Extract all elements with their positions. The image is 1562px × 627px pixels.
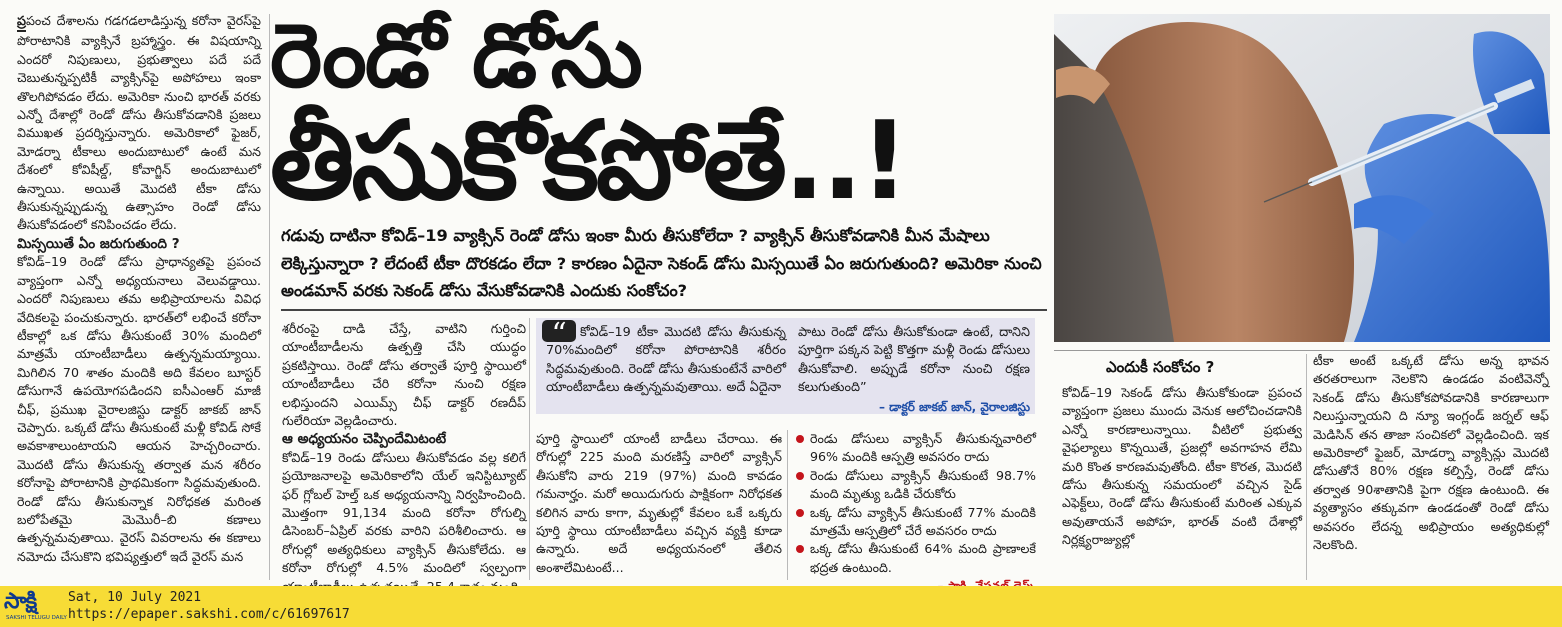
intro-deck: గడువు దాటినా కోవిడ్‌–19 వ్యాక్సిన్‌ రెండో డోసు ఇంకా మీరు తీసుకోలేదా ? వ్యాక్సిన్‌ తీసుకోవడానికి మీన మేషాలు లెక్కిస్తున్నారా ? లేదంటే టీకా దొరకడం లేదా ? కారణం ఏదైనా సెకండ్‌ డోసు మిస్సయితే ఏం జరుగుతుంది? అమెరికా నుంచి అండమాన్‌ వరకు సెకండ్‌ డోసు వేసుకోవడానికి ఎందుకు సంకోచం?: [281, 226, 1042, 300]
headline-line-2: తీసుకోకపోతే..!: [270, 99, 907, 224]
logo-tagline: SAKSHI TELUGU DAILY: [6, 615, 67, 621]
box-rule: [1054, 350, 1550, 351]
logo-wordmark: సాక్షి: [4, 589, 37, 614]
middle-paragraph-1: శరీరంపై దాడి చేస్తే, వాటిని గుర్తించి యాంటీబాడీలను ఉత్పత్తి చేసి యుద్ధం ప్రకటిస్తాయి. రెండో డోసు తర్వాతే పూర్తి స్థాయిలో యాంటీబాడీలు చేరి కరోనా నుంచి రక్షణ లభిస్తుందని ఎయిమ్స్‌ చీఫ్‌ డాక్టర్‌ రణదీప్‌ గులేరియా వెల్లడించారు.: [282, 321, 526, 429]
quote-attribution: – డాక్టర్‌ జాకబ్‌ జాన్‌, వైరాలజిస్టు: [878, 399, 1030, 414]
intro-rule: [281, 309, 1047, 311]
left-article-column: [17, 12, 261, 566]
bullet-dot-icon: [796, 435, 804, 443]
column-divider: [787, 430, 788, 580]
middle-paragraph-2: కోవిడ్‌–19 రెండు డోసులు తీసుకోవడం వల్ల కలిగే ప్రయోజనాలపై అమెరికాలోని యేల్‌ ఇనిస్టిట్యూట్‌ ఫర్‌ గ్లోబల్‌ హెల్త్‌ ఒక అధ్యయనాన్ని నిర్వహించింది. మొత్తంగా 91,134 మంది కరోనా రోగుల్ని డిసెంబర్‌–ఏప్రిల్‌ వరకు వారిని పరిశీలించారు. ఆ రోగుల్లో అత్యధికులు వ్యాక్సిన్‌ తీసుకోలేదు. ఆ కరోనా రోగుల్లో 4.5% మందిలో స్వల్పంగా: [282, 449, 526, 576]
bullet-dot-icon: [796, 472, 804, 480]
list-item: ఒక్క డోసు తీసుకుంటే 64% మంది ప్రాణాలకే భద్రత ఉంటుంది.: [794, 540, 1036, 577]
sakshi-logo[interactable]: [4, 589, 67, 623]
study-results-column: పూర్తి స్థాయిలో యాంటీ బాడీలు చేరాయి. ఈ రోగుల్లో 225 మంది మరణిస్తే వారిలో వ్యాక్సిన్‌ తీసుకోని వారు 219 (97%) మంది కావడం గమనార్హం. మరో అయిదుగురు పాక్షికంగా నిరోధకత కలిగిన వారు కాగా, మృతుల్లో కేవలం ఒకే ఒక్కరు పూర్తి స్థాయి యాంటీబాడీలు వచ్చిన వ్యక్తి కూడా ఉన్నారు. అదే అధ్యయనంలో తేలిన అంశాలేమిటంటే...: [536, 431, 782, 575]
middle-subheading: ఆ అధ్యయనం చెప్పిందేమిటంటే: [282, 431, 447, 448]
headline: [270, 4, 1045, 224]
pull-quote: [536, 318, 1035, 414]
box-left-column: కోవిడ్‌–19 సెకండ్‌ డోసు తీసుకోకుండా ప్రపంచ వ్యాప్తంగా ప్రజలు ముందు వెనుక ఆలోచించడానికి ఎన్నో కారణాలున్నాయి. వీటిలో ప్రభుత్వ వైఫల్యాలు కొన్నయితే, ప్రజల్లో అవగాహన లేమి మరి కొంత కారణమవుతోంది. టీకా కొరత, మొదటి డోసు తీసుకున్న సమయంలో వచ్చిన సైడ్‌ ఎఫెక్ట్‌లు, రెండో డోసు తీసుకుంటే మరింత ఎక్కువ అవుతాయనే అపోహ, భారత్‌ వంటి దేశాల్లో నిర్లక్ష్యరాజ్యుల్లో: [1062, 385, 1302, 548]
list-item: ఒక్క డోసు వ్యాక్సిన్‌ తీసుకుంటే 77% మందికి మాత్రమే ఆస్పత్రిలో చేరే అవసరం రాదు: [794, 504, 1036, 541]
box-heading: ఎందుకీ సంకోచం ?: [1106, 358, 1215, 376]
column-divider: [1306, 354, 1307, 580]
left-subheading: మిస్సయితే ఏం జరుగుతుంది ?: [17, 235, 180, 252]
vaccination-photo-illustration: [1054, 14, 1550, 342]
epaper-footer: [0, 586, 1562, 627]
quote-text-left: కోవిడ్‌–19 టీకా మొదటి డోసు తీసుకున్న 70%మందిలో కరోనా పోరాటానికి శరీరం సిద్ధమవుతుంది. రెండో డోసు తీసుకుంటేనే వారిలో యాంటీబాడీలు ఉత్పన్నమవుతాయి. అదే ఏదైనా: [546, 325, 786, 396]
epaper-url-link[interactable]: https://epaper.sakshi.com/c/61697617: [68, 607, 350, 622]
list-item: రెండు డోసులు వ్యాక్సిన్‌ తీసుకుంటే 98.7% మంది మృత్యు ఒడికి చేరుకోరు: [794, 467, 1036, 504]
middle-article-column: [282, 320, 526, 596]
edition-date: Sat, 10 July 2021: [68, 590, 202, 605]
column-divider: [529, 318, 530, 580]
dropcap: ప్ర: [17, 12, 26, 32]
bullet-dot-icon: [796, 545, 804, 553]
left-paragraph-2: కోవిడ్‌–19 రెండో డోసు ప్రాధాన్యతపై ప్రపంచ వ్యాప్తంగా ఎన్నో అధ్యయనాలు వెలువడ్డాయి. ఎందరో నిపుణులు తమ అభిప్రాయాలను వివిధ వేదికలపై పంచుకున్నారు. భారత్‌లో లభించే కరోనా టీకాల్లో ఒక డోసు తీసుకుంటే 30% మందిలో మాత్రమే యాంటీబాడీలు ఉత్పన్నమయ్యాయి. మిగిలిన 70 శాతం మందికి అది కేవలం బూస్టర్‌ డోసుగానే ఉపయోగపడిందని ఐసీఎంఆర్‌ మాజీ చీఫ్‌, ప్రముఖ వైరాలజిస్టు డాక్టర్‌ జాకబ్‌ జాన్‌ చెప్పారు. ఒక్కటే డోసు తీసుకుంటే మళ్లీ కోవిడ్‌ సోకే అవకాశాలుంటాయని ఆయన హెచ్చరించారు. మొదటి డోసు తీసుకున్న తర్వాత మన శరీరం కరోనాపై పోరాటానికి ప్రాథమికంగా సిద్ధమవుతుంది. రెండో డోసు తీసుకున్నాక నిరోధకత మరింత బలోపేతమై మెమొరీ–బి కణాలు ఉత్పన్నమవుతాయి. వైరస్‌ వివరాలను ఈ కణాలు నమోదు చేసుకొని భవిష్యత్తులో ఇదే వైరస్‌ మన: [17, 254, 261, 564]
findings-list: [794, 430, 1036, 596]
box-right-column: టీకా అంటే ఒక్కటే డోసు అన్న భావన తరతరాలుగా నెలకొని ఉండడం వంటివెన్నో సెకండ్‌ డోసు తీసుకోకపోవడానికి కారణాలుగా నిలుస్తున్నాయని ది న్యూ ఇంగ్లండ్‌ జర్నల్‌ ఆఫ్‌ మెడిసిన్‌ తన తాజా సంచికలో వెల్లడించింది. ఇక అమెరికాలో ఫైజర్‌, మోడర్నా వ్యాక్సిన్లు మొదటి డోసుతోనే 80% రక్షణ కల్పిస్తే, రెండో డోసు తర్వాత 90శాతానికి పైగా రక్షణ ఉంటుంది. ఈ వ్యత్యాసం తక్కువగా ఉండడంతో రెండో డోసు అవసరం లేదన్న అభిప్రాయం అత్యధికుల్లో నెలకొంది.: [1313, 353, 1549, 553]
list-item: రెండు డోసులు వ్యాక్సిన్‌ తీసుకున్నవారిలో 96% మందికి ఆస్పత్రి అవసరం రాదు: [794, 430, 1036, 467]
left-paragraph-1: ప్రపంచ దేశాలను గడగడలాడిస్తున్న కరోనా వైరస్‌పై పోరాటానికి వ్యాక్సినే బ్రహ్మాస్త్రం. ఈ విషయాన్ని ఎందరో నిపుణులు, ప్రభుత్వాలు పదే పదే చెబుతున్నప్పటికీ వ్యాక్సిన్‌పై అపోహలు ఇంకా తొలగిపోవడం లేదు. అమెరికా నుంచి భారత్‌ వరకు ఎన్నో దేశాల్లో రెండో డోసు తీసుకోవడానికి ప్రజలు విముఖత ప్రదర్శిస్తున్నారు. అమెరికాలో ఫైజర్‌, మోడర్నా టీకాలు అందుబాటులో ఉంటే మన దేశంలో కోవిషీల్డ్‌, కోవాగ్జిన్‌ అందుబాటులో ఉన్నాయి. అయితే మొదటి టీకా డోసు తీసుకున్నప్పుడున్న ఉత్సాహం రెండో డోసు తీసుకోవడంలో కనిపించడం లేదు.: [17, 13, 261, 233]
quote-mark-icon: “: [542, 320, 576, 342]
quote-text-right: పాటు రెండో డోసు తీసుకోకుండా ఉంటే, దానిని పూర్తిగా పక్కన పెట్టి కొత్తగా మళ్లీ రెండు డోసులు తీసుకోవాలి. అప్పుడే కరోనా నుంచి రక్షణ కలుగుతుంది” – డాక్టర్‌ జాకబ్‌ జాన్‌, వైరాలజిస్టు: [798, 324, 1030, 416]
vaccination-photo: [1054, 14, 1550, 342]
headline-line-1: రెండో డోసు: [270, 4, 641, 107]
bullet-dot-icon: [796, 509, 804, 517]
